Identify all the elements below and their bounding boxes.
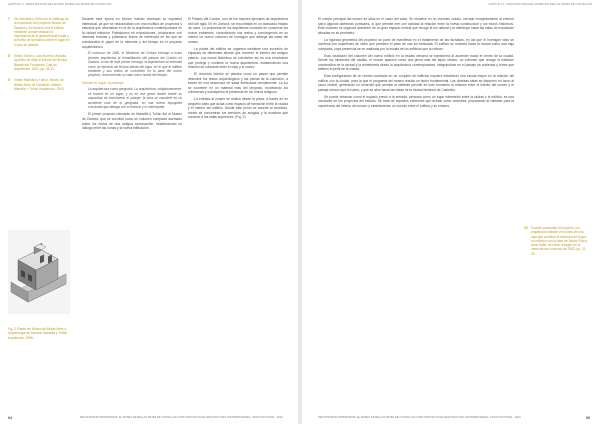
building-illustration (8, 230, 70, 314)
side-note (524, 226, 588, 256)
paragraph: El cuerpo principal del museo se sitúa en el vacío del solar. Se resuelve en un volumen cúbico, cerrado completamente al exterior salvo algunas aberturas puntuales, lo que permite leer con claridad la relación entre la nueva construcción y los muros históricos. Este volumen se organiza alrededor de un gran espacio central que recoge la luz natural y la distribuye hacia las salas de exposición situadas en su perímetro. (318, 17, 514, 35)
paragraph: Se puede observar cómo el espacio previo a la entrada, pensado como un lugar intermedio entre la ciudad y el edificio, es una constante en los proyectos del estudio. Se trata de espacios exteriores que actúan como umbrales, preparando al visitante para la experiencia del interior del museo y estableciendo un vínculo entre el edificio y su entorno. (318, 94, 514, 108)
right-page (302, 0, 600, 424)
page-number: 85 (586, 416, 590, 420)
footnote-text: Véase Mansilla y Tuñón, Museo de Bellas Artes de Castellón, Madrid: Mansilla + Tuñón Arquitectos, 2003. (14, 78, 65, 91)
footnote (8, 17, 70, 47)
page-footer: RECONSTRUIR PATRIMONIOS: EL MUSEO DE BELLAS ARTES DE CASTELLÓN COMO PROYECTO DE ARQUITECTURA CONTEMPORÁNEA. TESIS DOCTORAL · 2024 (318, 416, 521, 419)
paragraph: El Palacio del Cordón, uno de los mejores ejemplos de arquitectura civil del siglo XV en Zamora, se encontraba en un avanzado estado de ruina. La propuesta de los arquitectos consistió en conservar los muros existentes, consolidando sus restos y construyendo en su interior un nuevo volumen de hormigón que alberga las salas del museo. (188, 17, 288, 44)
text-column-2 (188, 17, 288, 122)
paragraph: La rigurosa geometría del proyecto se pone de manifiesto en el tratamiento de las fachadas, en las que el hormigón visto se combina con superficies de vidrio que permiten el paso de una luz tamizada. El edificio se muestra hacia la ciudad como una caja compacta, cuya presencia se ve matizada por la escala de los edificios que la rodean. (318, 37, 514, 51)
footnote-number: 7 (8, 17, 10, 21)
quote-block: La arquitectura como geografía. La arquitectura, obligatoriamente, se inserta en un lugar, y es en ese gesto donde reside su capacidad de transformar el paisaje: la obra se convierte en un accidente más de la geografía, en una nueva topografía construida que dialoga con el entorno y lo reinterpreta. (88, 87, 182, 109)
footnotes-column (8, 17, 70, 98)
footnote-text: Emilio Tuñón y Luis Moreno Mansilla, Apuntes de viaje al interior del tiempo, Barcelona: Fundación Caja de Arquitectos, 2002, pp. 34-41. (14, 54, 69, 71)
section-subheading: Desde el lugar al paisaje (82, 80, 124, 85)
footnote (8, 78, 70, 91)
paragraph: Esta ocultación del volumen del nuevo edificio en la escala cercana se transforma al ascender hacia el centro de la ciudad. Desde los miradores del castillo, el museo aparece como una pieza más del tejido urbano, un volumen que recoge la tradición constructiva de la ciudad y la reinterpreta desde la arquitectura contemporánea, integrándose en el paisaje de cubiertas y torres que definen el perfil de la ciudad. (318, 53, 514, 72)
footnote-text: Ver Mansilla y Tuñón en el catálogo de la exposición del proyecto Museo de Zamora y su relación con el edificio existente, donde señalan la importancia de la geometría del solar y la huella de la historia sobre el lugar en el que se asienta. (14, 17, 70, 47)
paragraph: Esta configuración de un recinto cuadrado en un conjunto de edificios requiere establecer una escala mayor en la relación del edificio con la ciudad, para la que el programa del museo resulta un factor fundamental. Las distintas salas se disponen en torno al vacío central, generando un recorrido que permite al visitante percibir en todo momento la relación entre el interior del museo y el paisaje urbano que lo rodea, y que se abre hacia las vistas de la ciudad histórica de Castellón. (318, 74, 514, 92)
footnote-number: 9 (8, 78, 10, 83)
running-head: CAPÍTULO 1. ARQUITECTURA DEL MUSEO DE BELLAS ARTES DE CASTELLÓN (488, 3, 592, 6)
main-text-column (318, 17, 514, 111)
footnote-number: 10 (524, 226, 528, 230)
page-number: 84 (8, 416, 12, 420)
footnote-number: 8 (8, 54, 10, 59)
footnote-text: Cuando presentan el proyecto, los arquitectos insisten en la idea de una caja que contiene la memoria del lugar, en relación con la obra de Álvaro Siza y Alvar Aalto, tal como recogen en la memoria del concurso de 2003, pp. 22-25. (531, 226, 588, 256)
paragraph: La entrada al museo se realiza desde la plaza, a través de un pequeño patio que actúa como espacio de transición entre la ciudad y el interior del edificio. Desde este punto se accede al vestíbulo, donde se concentran los servicios de acogida y la escalera que conduce a las salas superiores. (Fig. 2) (188, 97, 288, 120)
paragraph: Durante esta época en Moneo habían mostrado su inquietud intelectual, ya que se relacionaban con una multitud de proyectos y estudios que abordaban el rol de la arquitectura contemporánea en la ciudad histórica. Participaron en exposiciones, colaboraron con diversas revistas y publicaron textos de referencia en los que se cuestionaba el papel de la memoria y del tiempo en el proyecto arquitectónico. (82, 17, 182, 49)
text-column-1 (82, 17, 182, 133)
paragraph: El recorrido interior se plantea como un paseo que permite descubrir los restos arqueológicos y las piezas de la colección, a través de una secuencia de salas iluminadas cenitalmente. La luz se convierte en un material más del proyecto, modelando los volúmenes y subrayando la presencia de los muros antiguos. (188, 71, 288, 95)
paragraph: La planta del edificio se organiza mediante una sucesión de espacios de diferentes alturas que recorren el interior del antiguo palacio. Los muros históricos se convierten así en una envolvente que protege y contiene la nueva arquitectura, estableciendo una relación de contraste entre lo viejo y lo nuevo. (188, 46, 288, 70)
left-page (0, 0, 298, 424)
footnote (8, 54, 70, 71)
figure-caption: Fig. 2 Planta del Museo de Bellas Artes y Arqueología de Zamora, Mansilla y Tuñón Arquitectos, 1996. (8, 327, 68, 340)
running-head: CAPÍTULO 1. ARQUITECTURA DEL MUSEO DE BELLAS ARTES DE CASTELLÓN (8, 3, 112, 6)
page-footer: RECONSTRUIR PATRIMONIOS: EL MUSEO DE BELLAS ARTES DE CASTELLÓN COMO PROYECTO DE ARQUITECTURA CONTEMPORÁNEA. TESIS DOCTORAL · 2024 (80, 416, 283, 419)
paragraph: El primer proyecto relevante de Mansilla y Tuñón fue el Museo de Zamora, que se concibió como un volumen compacto asentado sobre los restos de una antigua construcción, estableciendo un diálogo entre las ruinas y la nueva edificación. (82, 112, 182, 131)
quote-block: El concurso de 1990, el Ministerio de Cultura encargó a estos jóvenes arquitectos la rehabilitación del palacio del Cordón en Zamora. A raíz de este primer encargo, la arquitectura se entendió como un ejercicio de lectura atenta del lugar, en el que el edificio existente y sus restos se convierten en la base del nuevo proyecto, reconociendo su valor como huella del tiempo. (88, 51, 182, 78)
